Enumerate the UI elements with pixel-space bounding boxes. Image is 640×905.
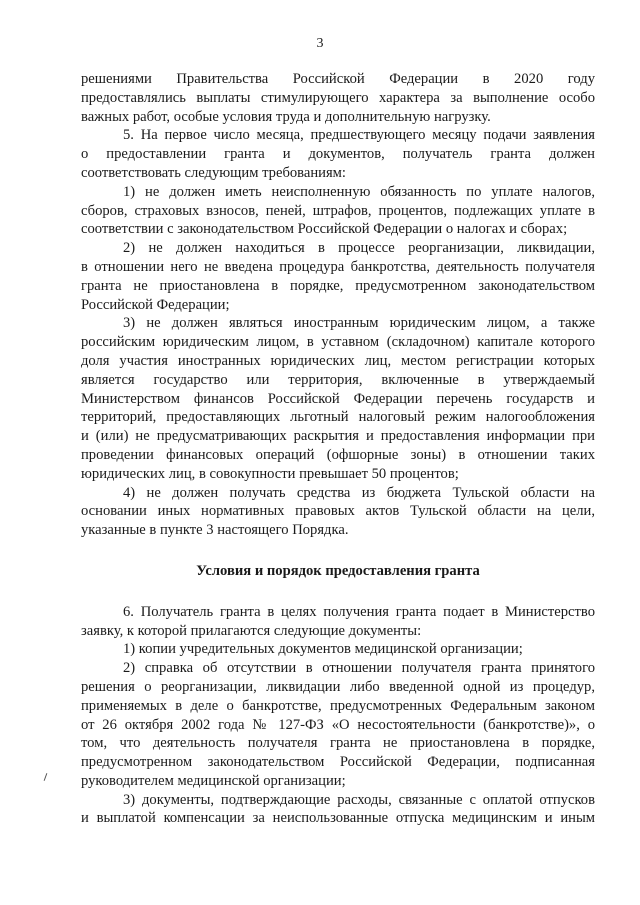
text-line: 2) справка об отсутствии в отношении получателя гранта принятого	[123, 660, 595, 677]
text-line: основании иных нормативных правовых актов Тульской области на цели,	[81, 503, 595, 520]
spacer	[81, 540, 595, 562]
text-line: 3) не должен являться иностранным юридическим лицом, а также	[123, 315, 595, 332]
paragraph-item-5	[81, 126, 595, 182]
text-line: важных работ, особые условия труда и дополнительную нагрузку.	[81, 108, 491, 125]
text-line: в отношении него не введена процедура банкротства, деятельность получателя	[81, 258, 595, 275]
text-line: юридических лиц, в совокупности превышает 50 процентов;	[81, 465, 459, 482]
text-line: доля участия иностранных юридических лиц, местом регистрации которых	[81, 352, 595, 369]
document-body	[81, 70, 595, 828]
text-line: соответствовать следующим требованиям:	[81, 164, 346, 181]
text-line: 3) документы, подтверждающие расходы, связанные с оплатой отпусков	[123, 791, 595, 808]
text-line: является государство или территория, включенные в утверждаемый	[81, 371, 595, 388]
text-line: 1) не должен иметь неисполненную обязанность по уплате налогов,	[123, 183, 595, 200]
paragraph-subitem-3	[81, 314, 595, 483]
spacer	[81, 581, 595, 603]
paragraph	[81, 70, 595, 126]
text-line: решениями Правительства Российской Федерации в 2020 году	[81, 71, 595, 87]
text-line: от 26 октября 2002 года № 127-ФЗ «О несостоятельности (банкротстве)», о	[81, 716, 595, 733]
text-line: предоставлялись выплаты стимулирующего характера за выполнение особо	[81, 89, 595, 106]
paragraph-item-6	[81, 603, 595, 641]
text-line: и выплатой компенсации за неиспользованные отпуска медицинским и иным	[81, 810, 595, 827]
text-line: сборов, страховых взносов, пеней, штрафов, процентов, подлежащих уплате в	[81, 202, 595, 219]
paragraph-doc-1	[81, 640, 595, 659]
paragraph-subitem-1	[81, 183, 595, 239]
text-line: соответствии с законодательством Российской Федерации о налогах и сборах;	[81, 221, 568, 238]
text-line: проведении финансовых операций (офшорные зоны) в отношении таких	[81, 446, 595, 463]
text-line: Российской Федерации;	[81, 296, 230, 313]
text-line: 4) не должен получать средства из бюджета Тульской области на	[123, 484, 595, 501]
text-line: гранта не приостановлена в порядке, предусмотренном законодательством	[81, 277, 595, 294]
paragraph-subitem-4	[81, 484, 595, 540]
paragraph-doc-2	[81, 659, 595, 791]
text-line: Министерством финансов Российской Федерации перечень государств и	[81, 390, 595, 407]
text-line: том, что деятельность получателя гранта не приостановлена в порядке,	[81, 735, 595, 752]
text-line: 2) не должен находиться в процессе реорганизации, ликвидации,	[123, 240, 595, 257]
margin-mark	[44, 773, 48, 781]
text-line: указанные в пункте 3 настоящего Порядка.	[81, 522, 349, 539]
text-line: руководителем медицинской организации;	[81, 772, 346, 789]
text-line: заявку, к которой прилагаются следующие документы:	[81, 622, 422, 639]
text-line: и (или) не предусматривающих раскрытия и предоставления информации при	[81, 428, 595, 445]
text-line: 5. На первое число месяца, предшествующего месяцу подачи заявления	[123, 127, 595, 144]
text-line: решения о реорганизации, ликвидации либо введенной одной из процедур,	[81, 678, 595, 695]
section-heading: Условия и порядок предоставления гранта	[196, 562, 480, 579]
text-line: о предоставлении гранта и документов, получатель гранта должен	[81, 146, 595, 163]
paragraph-subitem-2	[81, 239, 595, 314]
text-line: применяемых в деле о банкротстве, предусмотренных Федеральным законом	[81, 697, 595, 714]
text-line: территорий, предоставляющих льготный налоговый режим налогообложения	[81, 409, 595, 426]
text-line: 6. Получатель гранта в целях получения гранта подает в Министерство	[123, 603, 595, 620]
paragraph-doc-3	[81, 791, 595, 829]
text-line: 1) копии учредительных документов медицинской организации;	[123, 641, 523, 658]
text-line: российским юридическим лицом, в уставном (складочном) капитале которого	[81, 334, 595, 351]
page-number: 3	[316, 36, 324, 51]
text-line: предусмотренном законодательством Российской Федерации, подписанная	[81, 754, 595, 771]
